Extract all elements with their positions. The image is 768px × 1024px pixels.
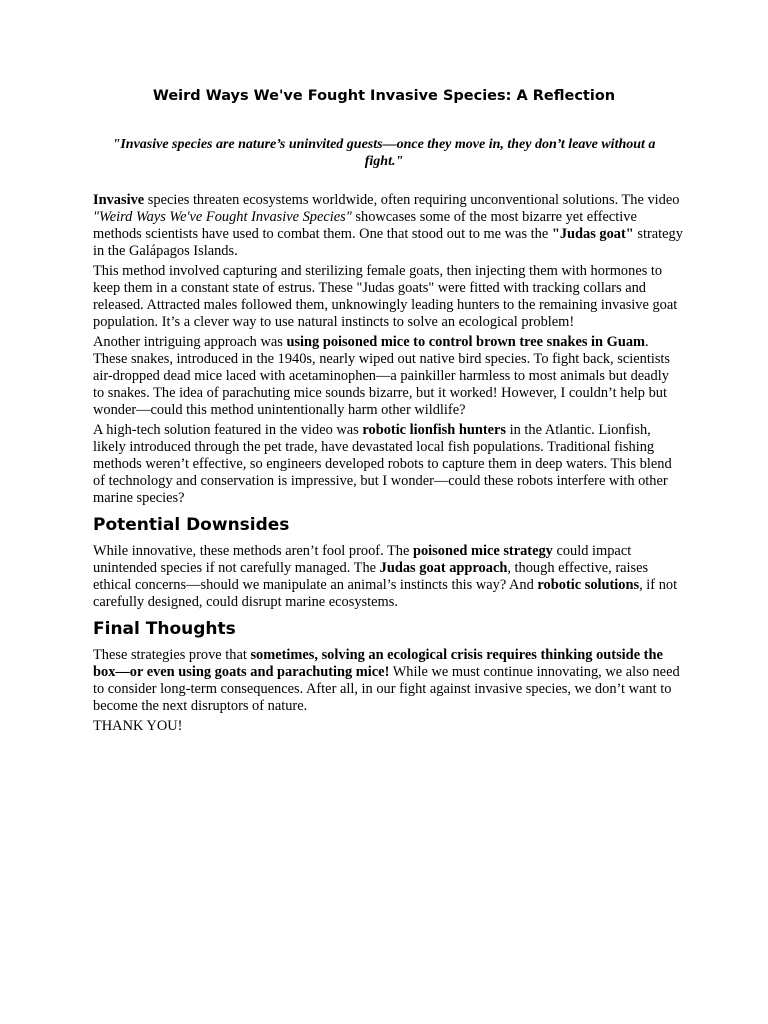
text-run: Another intriguing approach was <box>93 334 287 350</box>
text-run: These strategies prove that <box>93 647 251 663</box>
text-run: species threaten ecosystems worldwide, often requiring unconventional solutions. The video <box>144 192 680 208</box>
document-body <box>93 192 683 738</box>
text-run: While innovative, these methods aren’t fool proof. The <box>93 543 413 559</box>
text-bold: using poisoned mice to control brown tree snakes in Guam <box>286 334 646 350</box>
text-bold: Invasive <box>93 192 145 208</box>
text-run: strategy in the Galápagos Islands. <box>93 226 683 259</box>
text-bold: "Judas goat" <box>551 226 634 242</box>
text-run: could impact unintended species if not carefully managed. The <box>93 543 632 576</box>
epigraph-quote: "Invasive species are nature’s uninvited guests—once they move in, they don’t leave without a fight." <box>112 137 656 169</box>
document-title: Weird Ways We've Fought Invasive Species: A Reflection <box>152 88 616 104</box>
text-run: , if not carefully designed, could disrupt marine ecosystems. <box>93 577 678 610</box>
text-bold: robotic solutions <box>537 577 640 593</box>
text-bold: sometimes, solving an ecological crisis requires thinking outside the box—or even using goats and parachuting mice! <box>93 647 663 680</box>
text-bold: Judas goat approach <box>379 560 508 576</box>
heading-final-thoughts: Final Thoughts <box>93 619 236 639</box>
text-run: showcases some of the most bizarre yet effective methods scientists have used to combat them. One that stood out to me was the <box>93 209 637 242</box>
paragraph-judas-goat: This method involved capturing and sterilizing female goats, then injecting them with hormones to keep them in a constant state of estrus. These "Judas goats" were fitted with tracking collars and released. Attracted males followed them, unknowingly leading hunters to the remaining invasive goat population. It’s a clever way to use natural instincts to solve an ecological problem! <box>93 263 678 330</box>
text-run: A high-tech solution featured in the video was <box>93 422 363 438</box>
text-run: While we must continue innovating, we also need to consider long-term consequences. After all, in our fight against invasive species, we don’t want to become the next disruptors of nature. <box>93 664 680 714</box>
paragraph-final <box>93 647 683 715</box>
text-italic: "Weird Ways We've Fought Invasive Species" <box>93 209 352 225</box>
paragraph-robotic-lionfish <box>93 422 683 507</box>
text-run: in the Atlantic. Lionfish, likely introduced through the pet trade, have devastated local fish populations. Traditional fishing methods weren’t effective, so engineers developed robots to capture them in deep waters. This blend of technology and conservation is impressive, but I wonder—could these robots interfere with other marine species? <box>93 422 672 506</box>
paragraph-downsides <box>93 543 683 611</box>
closing-line: THANK YOU! <box>93 718 183 734</box>
paragraph-intro <box>93 192 683 260</box>
text-bold: robotic lionfish hunters <box>362 422 507 438</box>
heading-potential-downsides: Potential Downsides <box>93 515 290 535</box>
text-run: , though effective, raises ethical concerns—should we manipulate an animal’s instincts this way? And <box>93 560 649 593</box>
text-bold: poisoned mice strategy <box>412 543 553 559</box>
text-run: . These snakes, introduced in the 1940s, nearly wiped out native bird species. To fight back, scientists air-dropped dead mice laced with acetaminophen—a painkiller harmless to most animals but deadly to snakes. The idea of parachuting mice sounds bizarre, but it worked! However, I couldn’t help but wonder—could this method unintentionally harm other wildlife? <box>93 334 671 418</box>
paragraph-poisoned-mice <box>93 334 683 419</box>
